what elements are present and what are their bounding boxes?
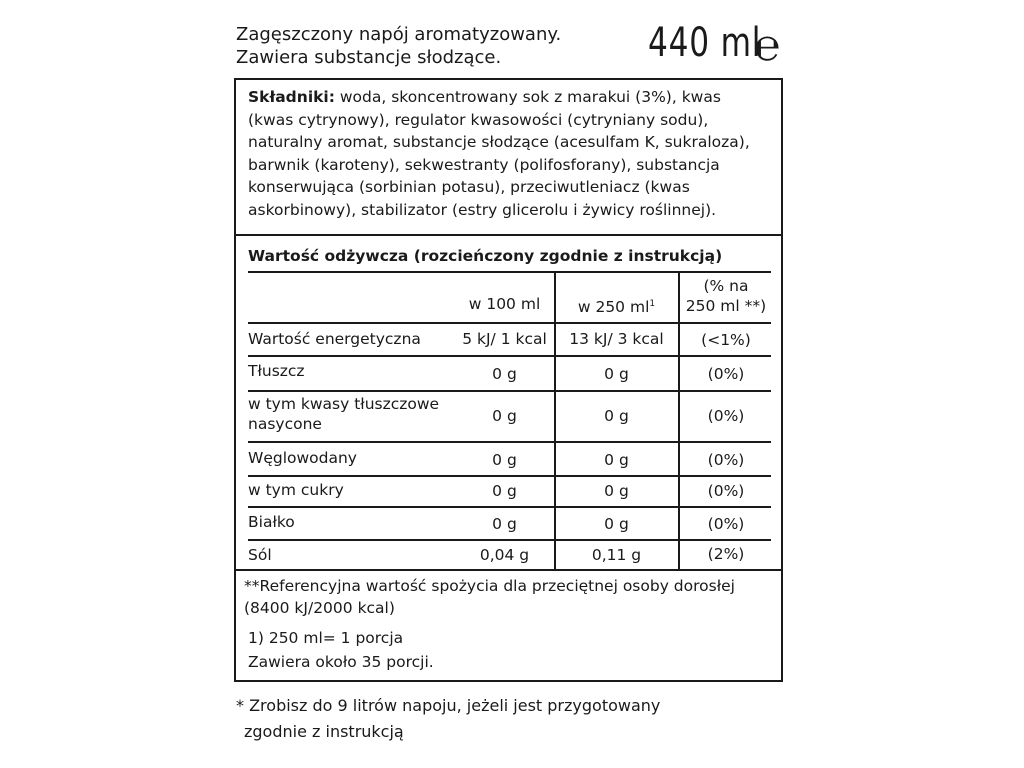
net-volume: 440 ml [648, 20, 762, 66]
cell-energy-percent: (<1%) [701, 331, 751, 349]
cell-protein-per250: 0 g [604, 515, 629, 533]
row-label-sugars: w tym cukry [248, 481, 344, 499]
ingredients-line-5: konserwująca (sorbinian potasu), przeciwutleniacz (kwas [248, 178, 690, 196]
estimated-sign-icon: ℮ [754, 20, 781, 71]
divider [248, 506, 771, 508]
cell-fat-per100: 0 g [492, 365, 517, 383]
divider [248, 355, 771, 357]
row-label-energy: Wartość energetyczna [248, 330, 421, 348]
column-header-per-100ml: w 100 ml [468, 295, 541, 313]
divider [248, 390, 771, 392]
divider [248, 475, 771, 477]
preparation-note-line-2: zgodnie z instrukcją [244, 722, 404, 741]
cell-saturates-per100: 0 g [492, 407, 517, 425]
reference-intake-note-line-2: (8400 kJ/2000 kcal) [244, 599, 395, 617]
cell-protein-percent: (0%) [707, 515, 745, 533]
ingredients-line-6: askorbinowy), stabilizator (estry glicerolu i żywicy roślinnej). [248, 200, 717, 219]
row-label-carbohydrates: Węglowodany [248, 449, 357, 467]
portion-note-line-2: Zawiera około 35 porcji. [248, 653, 434, 671]
cell-protein-per100: 0 g [492, 515, 517, 533]
footnote-marker: 1 [649, 299, 656, 309]
row-label-fat: Tłuszcz [248, 362, 305, 380]
cell-carbohydrates-percent: (0%) [707, 451, 745, 469]
divider [248, 539, 771, 541]
cell-sugars-per100: 0 g [492, 482, 517, 500]
row-label-protein: Białko [248, 513, 295, 531]
cell-fat-per250: 0 g [604, 365, 629, 383]
label-panel [234, 78, 783, 682]
column-divider [554, 539, 556, 569]
cell-energy-per250: 13 kJ/ 3 kcal [569, 330, 664, 348]
row-label-salt: Sól [248, 546, 272, 564]
portion-note-line-1: 1) 250 ml= 1 porcja [248, 629, 404, 647]
preparation-note-line-1: * Zrobisz do 9 litrów napoju, jeżeli jest przygotowany [236, 696, 661, 715]
column-header-percent-line-2: 250 ml **) [685, 297, 767, 315]
cell-saturates-percent: (0%) [707, 407, 745, 425]
column-header-per-250ml-text: w 250 ml [577, 298, 650, 317]
divider [236, 234, 781, 236]
reference-intake-note-line-1: **Referencyjna wartość spożycia dla przeciętnej osoby dorosłej [244, 577, 735, 595]
cell-carbohydrates-per100: 0 g [492, 451, 517, 469]
divider [248, 441, 771, 443]
nutrition-title: Wartość odżywcza (rozcieńczony zgodnie z instrukcją) [248, 247, 723, 265]
cell-salt-per100: 0,04 g [479, 546, 530, 564]
cell-saturates-per250: 0 g [604, 407, 629, 425]
divider [236, 569, 781, 571]
column-header-percent-line-1: (% na [703, 277, 749, 295]
divider [248, 322, 771, 324]
divider [248, 271, 771, 273]
cell-energy-per100: 5 kJ/ 1 kcal [462, 330, 547, 348]
cell-salt-per250: 0,11 g [591, 546, 642, 564]
product-description-line-2: Zawiera substancje słodzące. [236, 47, 502, 68]
cell-fat-percent: (0%) [707, 365, 745, 383]
column-divider [678, 539, 680, 569]
ingredients-text: woda, skoncentrowany sok z marakui (3%), kwas [334, 88, 721, 106]
ingredients-label: Składniki: [248, 88, 335, 106]
ingredients-line-2: (kwas cytrynowy), regulator kwasowości (cytryniany sodu), [248, 110, 709, 129]
ingredients-line-1 [248, 86, 773, 109]
column-header-per-250ml [556, 294, 677, 317]
cell-sugars-per250: 0 g [604, 482, 629, 500]
product-description-line-1: Zagęszczony napój aromatyzowany. [236, 24, 562, 45]
ingredients-line-4: barwnik (karoteny), sekwestranty (polifosforany), substancja [248, 155, 720, 174]
row-label-saturates-line-1: w tym kwasy tłuszczowe [248, 395, 440, 413]
ingredients-line-3: naturalny aromat, substancje słodzące (acesulfam K, sukraloza), [248, 133, 750, 151]
ingredients-block [248, 86, 773, 221]
row-label-saturates-line-2: nasycone [248, 415, 322, 433]
cell-sugars-percent: (0%) [707, 482, 745, 500]
cell-carbohydrates-per250: 0 g [604, 451, 629, 469]
cell-salt-percent: (2%) [707, 545, 745, 563]
